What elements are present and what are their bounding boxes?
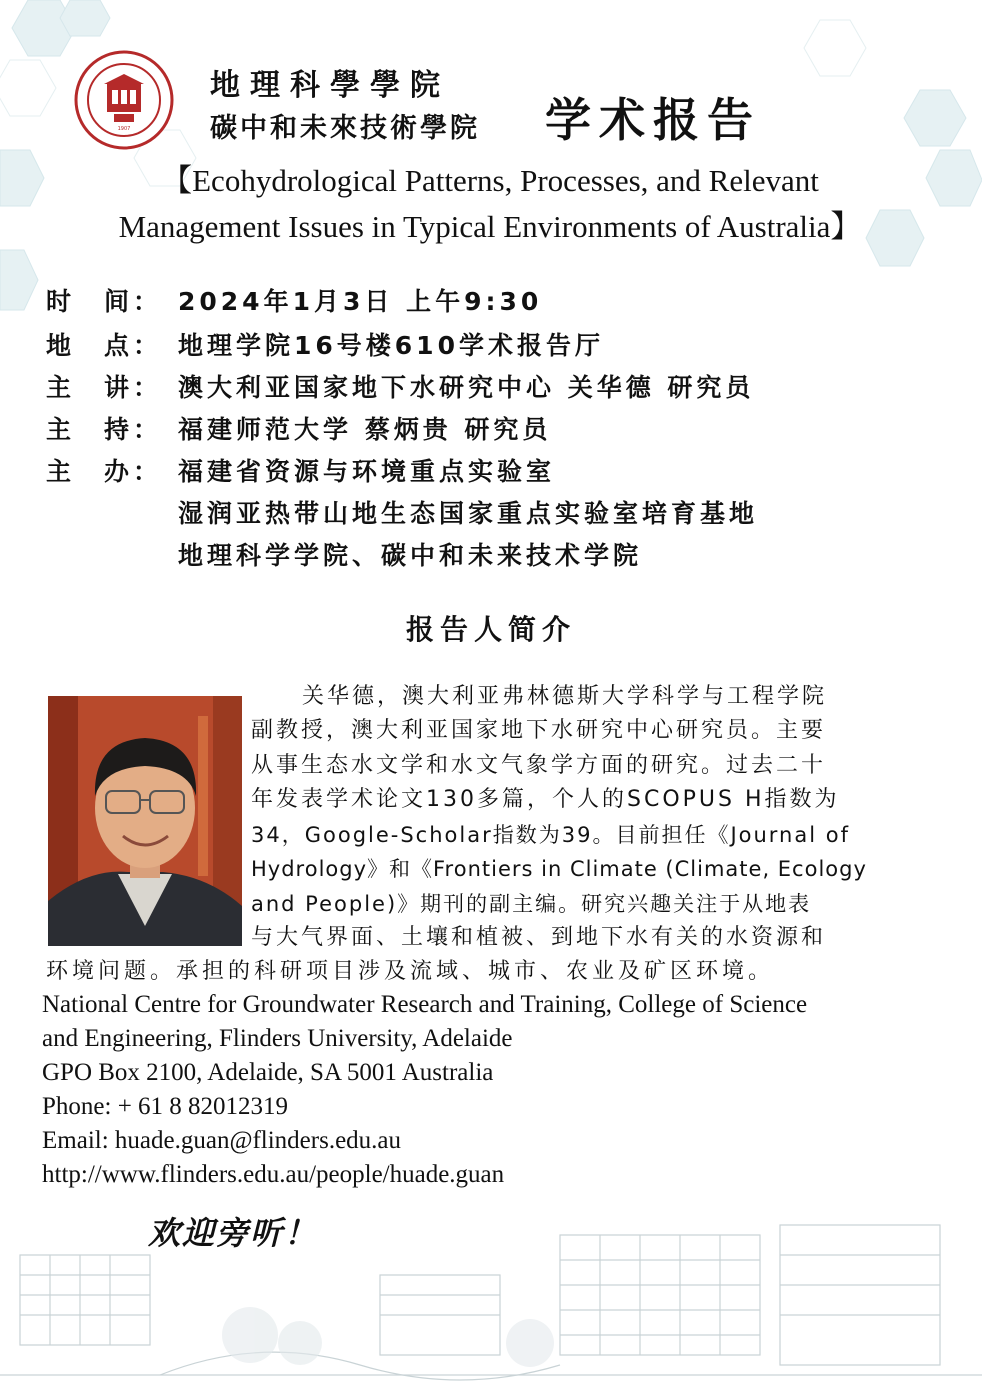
report-label: 学术报告: [545, 93, 761, 147]
detail-row-speaker: [0, 370, 982, 406]
school-name-line1: 地理科學學院: [210, 68, 450, 103]
bio-line-1: 关华德，澳大利亚弗林德斯大学科学与工程学院: [302, 684, 828, 709]
welcome-message: 欢迎旁听！: [148, 1214, 319, 1252]
bio-line-2: 副教授，澳大利亚国家地下水研究中心研究员。主要: [251, 718, 827, 743]
bio-line-5: 34，Google-Scholar指数为39。目前担任《Journal of: [251, 823, 850, 847]
contact-website-link[interactable]: http://www.flinders.edu.au/people/huade.guan: [42, 1161, 505, 1188]
detail-value-time: 2024年1月3日 上午9:30: [178, 287, 543, 316]
contact-line-2: and Engineering, Flinders University, Adelaide: [42, 1025, 513, 1052]
detail-label-time: 时 间：: [46, 287, 163, 316]
detail-label-organizer: 主 办：: [46, 457, 163, 486]
bio-line-4: 年发表学术论文130多篇，个人的SCOPUS H指数为: [251, 787, 840, 812]
detail-label-host: 主 持：: [46, 415, 163, 444]
detail-row-place: [0, 328, 982, 364]
detail-value-place: 地理学院16号楼610学术报告厅: [178, 331, 604, 360]
detail-value-host: 福建师范大学 蔡炳贵 研究员: [178, 415, 552, 444]
detail-row-organizer-3: [0, 538, 982, 574]
contact-email[interactable]: Email: huade.guan@flinders.edu.au: [42, 1127, 402, 1154]
detail-value-speaker: 澳大利亚国家地下水研究中心 关华德 研究员: [178, 373, 755, 402]
detail-value-organizer-3: 地理科学学院、碳中和未来技术学院: [178, 541, 643, 570]
lecture-title: [40, 158, 940, 250]
detail-label-place: 地 点：: [46, 331, 163, 360]
contact-address: GPO Box 2100, Adelaide, SA 5001 Australia: [42, 1059, 494, 1086]
speaker-portrait-illustration: [48, 696, 242, 946]
bio-line-3: 从事生态水文学和水文气象学方面的研究。过去二十: [251, 753, 827, 778]
detail-row-organizer: [0, 454, 982, 490]
lecture-title-line2: Management Issues in Typical Environments of Australia】: [118, 209, 862, 244]
detail-row-host: [0, 412, 982, 448]
lecture-title-line1: 【Ecohydrological Patterns, Processes, and Relevant: [161, 163, 819, 198]
detail-value-organizer-2: 湿润亚热带山地生态国家重点实验室培育基地: [178, 499, 759, 528]
detail-value-organizer-1: 福建省资源与环境重点实验室: [178, 457, 556, 486]
bio-line-7: and People)》期刊的副主编。研究兴趣关注于从地表: [251, 892, 812, 916]
detail-row-time: [0, 284, 982, 320]
bio-line-9: 环境问题。承担的科研项目涉及流域、城市、农业及矿区环境。: [46, 959, 775, 984]
bio-line-6: Hydrology》和《Frontiers in Climate (Climate, Ecology: [251, 857, 867, 881]
contact-phone: Phone: + 61 8 82012319: [42, 1093, 289, 1120]
speaker-photo: [48, 696, 242, 946]
contact-line-1: National Centre for Groundwater Research and Training, College of Science: [42, 991, 808, 1018]
detail-row-organizer-2: [0, 496, 982, 532]
detail-label-speaker: 主 讲：: [46, 373, 163, 402]
speaker-intro-heading: 报告人简介: [405, 613, 576, 646]
school-name-line2: 碳中和未來技術學院: [210, 113, 480, 144]
svg-text:1907: 1907: [117, 126, 131, 132]
university-logo: [74, 50, 174, 150]
bio-line-8: 与大气界面、土壤和植被、到地下水有关的水资源和: [251, 925, 827, 950]
